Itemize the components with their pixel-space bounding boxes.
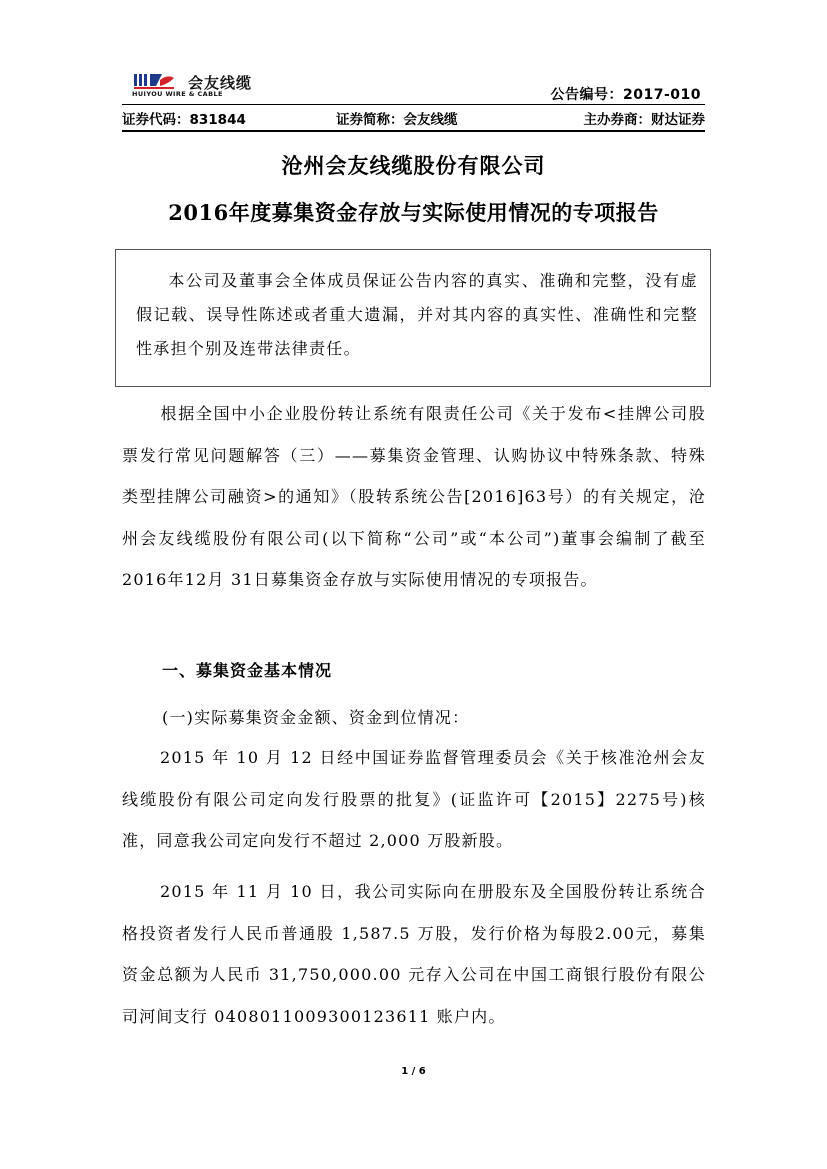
intro-paragraph [122, 393, 706, 601]
huiyou-logo-icon [132, 72, 176, 92]
announcement-number: 公告编号：2017-010 [550, 87, 701, 103]
intro-paragraph-text: 根据全国中小企业股份转让系统有限责任公司《关于发布<挂牌公司股票发行常见问题解答（三）——募集资金管理、认购协议中特殊条款、特殊类型挂牌公司融资>的通知》（股转系统公告[2016]63号）的有关规定，沧州会友线缆股份有限公司(以下简称“公司”或“本公司”)董事会编制了截至 2016年12月 31日募集资金存放与实际使用情况的专项报告。 [122, 404, 706, 589]
page-number: 1 / 6 [401, 1066, 426, 1077]
sponsor-broker: 主办券商：财达证券 [583, 112, 705, 128]
issuance-paragraph-text: 2015 年 11 月 10 日，我公司实际向在册股东及全国股份转让系统合格投资者发行人民币普通股 1,587.5 万股，发行价格为每股2.00元，募集资金总额为人民币 31,750,000.00 元存入公司在中国工商银行股份有限公司河间支行 0408011009300123611 账户内。 [122, 882, 706, 1026]
approval-paragraph [122, 737, 706, 862]
logo-english-name: HUIYOU WIRE & CABLE [132, 90, 223, 98]
logo-chinese-name: 会友线缆 [188, 74, 253, 92]
security-info-row [122, 108, 705, 128]
disclaimer-text: 本公司及董事会全体成员保证公告内容的真实、准确和完整，没有虚假记载、误导性陈述或者重大遗漏，并对其内容的真实性、准确性和完整性承担个别及连带法律责任。 [136, 271, 698, 358]
section-heading: 一、募集资金基本情况 [162, 661, 333, 680]
subsection-heading: (一)实际募集资金金额、资金到位情况： [162, 708, 470, 727]
company-logo [132, 72, 292, 98]
document-title-report: 2016年度募集资金存放与实际使用情况的专项报告 [168, 200, 659, 225]
stock-abbreviation: 证券简称：会友线缆 [336, 112, 458, 128]
header-divider-top [122, 104, 705, 105]
header-divider-bottom [122, 130, 705, 132]
issuance-paragraph [122, 871, 706, 1037]
disclaimer-box [115, 249, 711, 387]
approval-paragraph-text: 2015 年 10 月 12 日经中国证券监督管理委员会《关于核准沧州会友线缆股份有限公司定向发行股票的批复》(证监许可【2015】2275号)核准，同意我公司定向发行不超过 2,000 万股新股。 [122, 748, 706, 850]
document-title-company: 沧州会友线缆股份有限公司 [281, 153, 546, 178]
stock-code: 证券代码：831844 [122, 112, 246, 128]
